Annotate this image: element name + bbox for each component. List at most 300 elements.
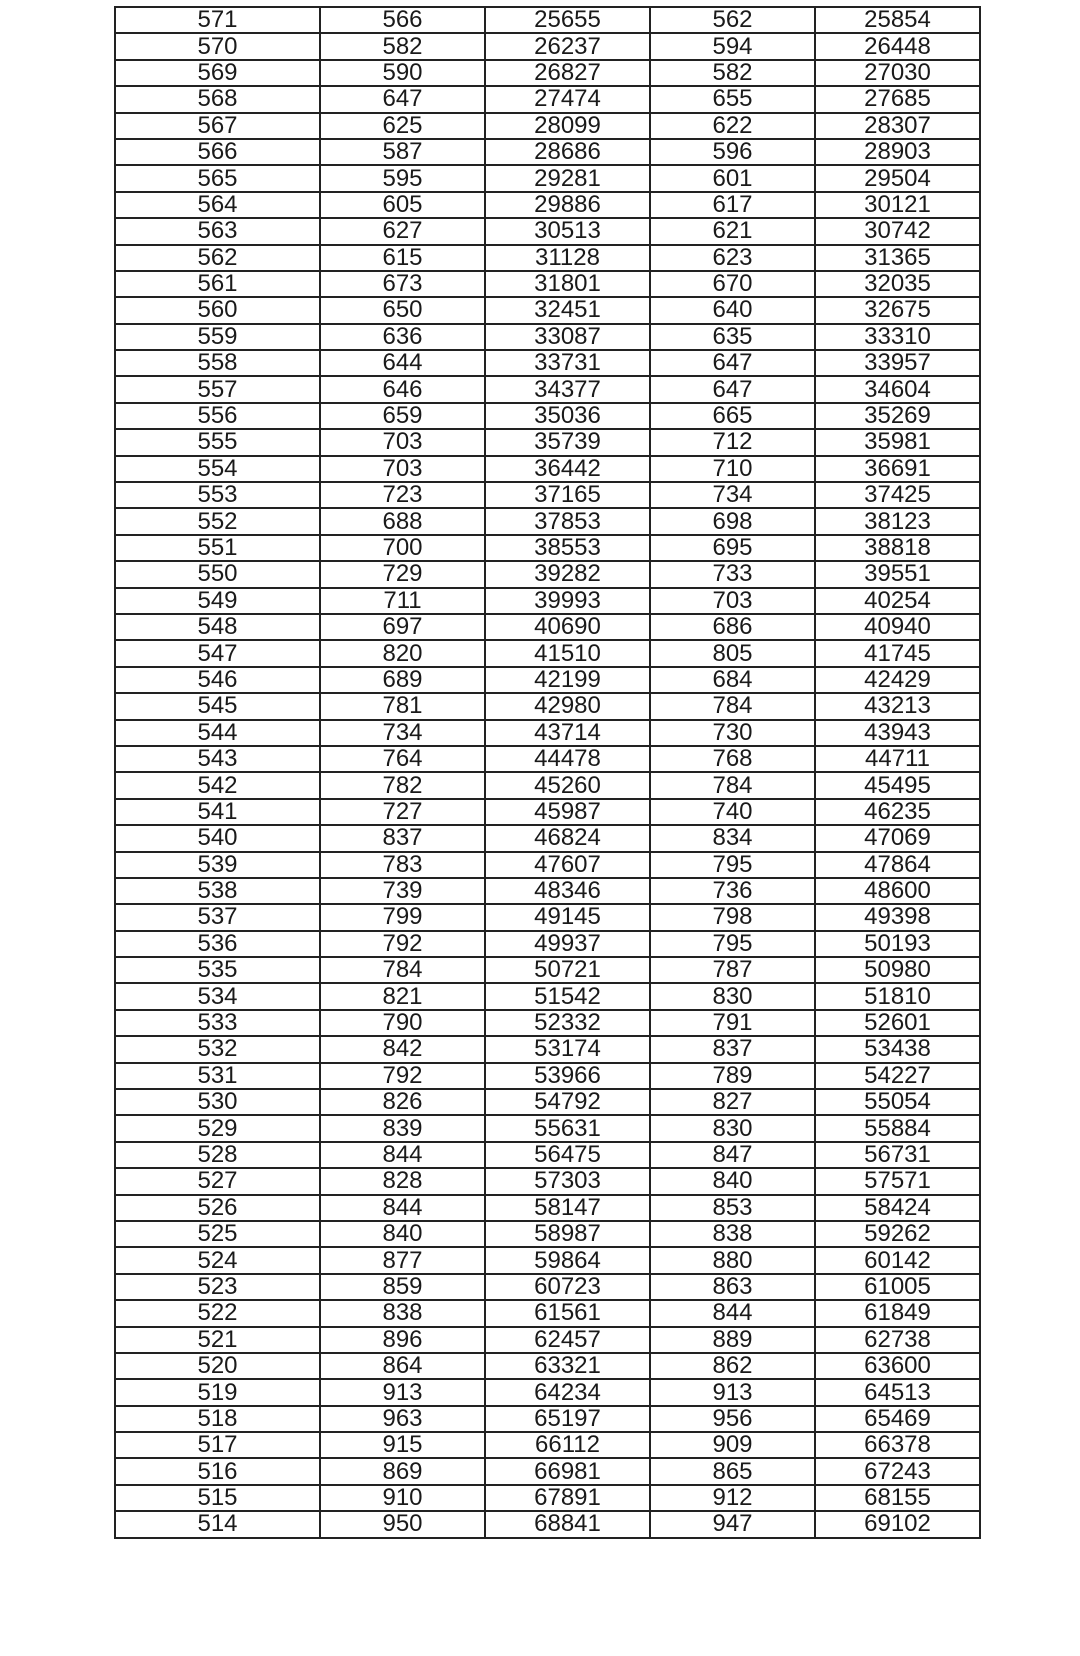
- count-b-cell: 698: [650, 508, 815, 534]
- cumulative-a-cell: 58147: [485, 1195, 650, 1221]
- cumulative-b-cell: 47864: [815, 852, 980, 878]
- score-cell: 534: [115, 983, 320, 1009]
- count-a-cell: 582: [320, 33, 485, 59]
- cumulative-a-cell: 40690: [485, 614, 650, 640]
- table-row: [115, 60, 980, 86]
- count-b-cell: 865: [650, 1458, 815, 1484]
- table-row: [115, 1115, 980, 1141]
- count-b-cell: 703: [650, 588, 815, 614]
- table-row: [115, 271, 980, 297]
- table-row: [115, 165, 980, 191]
- count-a-cell: 644: [320, 350, 485, 376]
- table-row: [115, 825, 980, 851]
- count-b-cell: 647: [650, 376, 815, 402]
- count-b-cell: 912: [650, 1485, 815, 1511]
- cumulative-a-cell: 32451: [485, 297, 650, 323]
- score-cell: 515: [115, 1485, 320, 1511]
- count-b-cell: 670: [650, 271, 815, 297]
- cumulative-b-cell: 52601: [815, 1010, 980, 1036]
- count-b-cell: 635: [650, 324, 815, 350]
- count-b-cell: 837: [650, 1036, 815, 1062]
- cumulative-a-cell: 50721: [485, 957, 650, 983]
- count-b-cell: 805: [650, 640, 815, 666]
- count-a-cell: 636: [320, 324, 485, 350]
- cumulative-a-cell: 65197: [485, 1406, 650, 1432]
- count-b-cell: 889: [650, 1327, 815, 1353]
- cumulative-b-cell: 49398: [815, 904, 980, 930]
- table-row: [115, 799, 980, 825]
- cumulative-b-cell: 55884: [815, 1115, 980, 1141]
- count-a-cell: 673: [320, 271, 485, 297]
- cumulative-a-cell: 48346: [485, 878, 650, 904]
- table-row: [115, 1406, 980, 1432]
- count-a-cell: 792: [320, 931, 485, 957]
- cumulative-b-cell: 33310: [815, 324, 980, 350]
- cumulative-b-cell: 61005: [815, 1274, 980, 1300]
- cumulative-b-cell: 28903: [815, 139, 980, 165]
- cumulative-b-cell: 54227: [815, 1063, 980, 1089]
- cumulative-b-cell: 63600: [815, 1353, 980, 1379]
- table-row: [115, 1458, 980, 1484]
- count-a-cell: 844: [320, 1195, 485, 1221]
- score-cell: 542: [115, 772, 320, 798]
- cumulative-b-cell: 50980: [815, 957, 980, 983]
- table-row: [115, 1274, 980, 1300]
- score-cell: 561: [115, 271, 320, 297]
- table-body: [115, 7, 980, 1538]
- score-cell: 533: [115, 1010, 320, 1036]
- score-cell: 556: [115, 403, 320, 429]
- score-cell: 522: [115, 1300, 320, 1326]
- cumulative-a-cell: 47607: [485, 852, 650, 878]
- count-a-cell: 697: [320, 614, 485, 640]
- count-b-cell: 863: [650, 1274, 815, 1300]
- cumulative-b-cell: 35269: [815, 403, 980, 429]
- count-b-cell: 838: [650, 1221, 815, 1247]
- cumulative-b-cell: 40254: [815, 588, 980, 614]
- cumulative-b-cell: 38123: [815, 508, 980, 534]
- cumulative-a-cell: 28099: [485, 113, 650, 139]
- score-cell: 549: [115, 588, 320, 614]
- cumulative-b-cell: 41745: [815, 640, 980, 666]
- score-cell: 528: [115, 1142, 320, 1168]
- score-cell: 562: [115, 245, 320, 271]
- count-a-cell: 688: [320, 508, 485, 534]
- count-a-cell: 659: [320, 403, 485, 429]
- count-b-cell: 684: [650, 667, 815, 693]
- table-row: [115, 1168, 980, 1194]
- table-row: [115, 1485, 980, 1511]
- cumulative-a-cell: 43714: [485, 720, 650, 746]
- count-b-cell: 853: [650, 1195, 815, 1221]
- table-row: [115, 614, 980, 640]
- cumulative-b-cell: 56731: [815, 1142, 980, 1168]
- count-a-cell: 739: [320, 878, 485, 904]
- score-cell: 558: [115, 350, 320, 376]
- cumulative-a-cell: 39993: [485, 588, 650, 614]
- cumulative-a-cell: 49937: [485, 931, 650, 957]
- cumulative-a-cell: 26827: [485, 60, 650, 86]
- score-cell: 570: [115, 33, 320, 59]
- table-row: [115, 693, 980, 719]
- score-cell: 516: [115, 1458, 320, 1484]
- cumulative-a-cell: 51542: [485, 983, 650, 1009]
- score-cell: 539: [115, 852, 320, 878]
- cumulative-b-cell: 43943: [815, 720, 980, 746]
- score-cell: 538: [115, 878, 320, 904]
- count-b-cell: 827: [650, 1089, 815, 1115]
- score-cell: 547: [115, 640, 320, 666]
- cumulative-b-cell: 36691: [815, 456, 980, 482]
- count-a-cell: 647: [320, 86, 485, 112]
- cumulative-a-cell: 45987: [485, 799, 650, 825]
- count-b-cell: 594: [650, 33, 815, 59]
- cumulative-a-cell: 33731: [485, 350, 650, 376]
- count-a-cell: 859: [320, 1274, 485, 1300]
- score-cell: 529: [115, 1115, 320, 1141]
- score-cell: 541: [115, 799, 320, 825]
- score-cell: 540: [115, 825, 320, 851]
- table-row: [115, 297, 980, 323]
- table-row: [115, 561, 980, 587]
- cumulative-a-cell: 36442: [485, 456, 650, 482]
- count-a-cell: 839: [320, 1115, 485, 1141]
- count-a-cell: 864: [320, 1353, 485, 1379]
- count-a-cell: 837: [320, 825, 485, 851]
- cumulative-b-cell: 25854: [815, 7, 980, 33]
- score-cell: 531: [115, 1063, 320, 1089]
- cumulative-b-cell: 67243: [815, 1458, 980, 1484]
- table-row: [115, 350, 980, 376]
- table-row: [115, 1063, 980, 1089]
- table-row: [115, 746, 980, 772]
- count-a-cell: 838: [320, 1300, 485, 1326]
- count-b-cell: 834: [650, 825, 815, 851]
- count-a-cell: 729: [320, 561, 485, 587]
- cumulative-b-cell: 48600: [815, 878, 980, 904]
- count-b-cell: 913: [650, 1379, 815, 1405]
- table-row: [115, 192, 980, 218]
- count-b-cell: 596: [650, 139, 815, 165]
- score-cell: 537: [115, 904, 320, 930]
- score-cell: 527: [115, 1168, 320, 1194]
- table-row: [115, 1511, 980, 1537]
- count-a-cell: 615: [320, 245, 485, 271]
- score-cell: 550: [115, 561, 320, 587]
- count-b-cell: 768: [650, 746, 815, 772]
- cumulative-a-cell: 37853: [485, 508, 650, 534]
- count-a-cell: 646: [320, 376, 485, 402]
- count-a-cell: 896: [320, 1327, 485, 1353]
- score-cell: 521: [115, 1327, 320, 1353]
- cumulative-a-cell: 42980: [485, 693, 650, 719]
- cumulative-a-cell: 30513: [485, 218, 650, 244]
- count-a-cell: 915: [320, 1432, 485, 1458]
- score-cell: 526: [115, 1195, 320, 1221]
- count-a-cell: 595: [320, 165, 485, 191]
- count-a-cell: 842: [320, 1036, 485, 1062]
- count-a-cell: 764: [320, 746, 485, 772]
- cumulative-b-cell: 26448: [815, 33, 980, 59]
- score-cell: 548: [115, 614, 320, 640]
- cumulative-b-cell: 28307: [815, 113, 980, 139]
- score-cell: 560: [115, 297, 320, 323]
- score-cell: 520: [115, 1353, 320, 1379]
- cumulative-b-cell: 57571: [815, 1168, 980, 1194]
- score-cell: 532: [115, 1036, 320, 1062]
- score-cell: 517: [115, 1432, 320, 1458]
- count-a-cell: 605: [320, 192, 485, 218]
- cumulative-a-cell: 66112: [485, 1432, 650, 1458]
- score-cell: 552: [115, 508, 320, 534]
- cumulative-b-cell: 60142: [815, 1247, 980, 1273]
- cumulative-a-cell: 38553: [485, 535, 650, 561]
- cumulative-a-cell: 61561: [485, 1300, 650, 1326]
- count-a-cell: 869: [320, 1458, 485, 1484]
- count-a-cell: 703: [320, 429, 485, 455]
- count-a-cell: 627: [320, 218, 485, 244]
- count-a-cell: 782: [320, 772, 485, 798]
- cumulative-a-cell: 37165: [485, 482, 650, 508]
- score-cell: 518: [115, 1406, 320, 1432]
- count-a-cell: 913: [320, 1379, 485, 1405]
- score-cell: 546: [115, 667, 320, 693]
- table-row: [115, 7, 980, 33]
- cumulative-b-cell: 62738: [815, 1327, 980, 1353]
- count-a-cell: 734: [320, 720, 485, 746]
- table-row: [115, 482, 980, 508]
- table-row: [115, 1300, 980, 1326]
- score-cell: 519: [115, 1379, 320, 1405]
- count-a-cell: 689: [320, 667, 485, 693]
- cumulative-a-cell: 64234: [485, 1379, 650, 1405]
- score-distribution-table: [114, 6, 981, 1539]
- cumulative-a-cell: 66981: [485, 1458, 650, 1484]
- count-b-cell: 622: [650, 113, 815, 139]
- table-row: [115, 1221, 980, 1247]
- count-a-cell: 792: [320, 1063, 485, 1089]
- count-a-cell: 566: [320, 7, 485, 33]
- count-b-cell: 830: [650, 983, 815, 1009]
- table-row: [115, 324, 980, 350]
- cumulative-a-cell: 41510: [485, 640, 650, 666]
- count-a-cell: 625: [320, 113, 485, 139]
- count-b-cell: 665: [650, 403, 815, 429]
- count-b-cell: 880: [650, 1247, 815, 1273]
- cumulative-b-cell: 47069: [815, 825, 980, 851]
- table-row: [115, 983, 980, 1009]
- score-cell: 545: [115, 693, 320, 719]
- table-row: [115, 376, 980, 402]
- count-a-cell: 840: [320, 1221, 485, 1247]
- cumulative-b-cell: 59262: [815, 1221, 980, 1247]
- count-a-cell: 723: [320, 482, 485, 508]
- cumulative-b-cell: 35981: [815, 429, 980, 455]
- table-row: [115, 1379, 980, 1405]
- count-a-cell: 590: [320, 60, 485, 86]
- count-b-cell: 791: [650, 1010, 815, 1036]
- score-cell: 551: [115, 535, 320, 561]
- cumulative-b-cell: 27685: [815, 86, 980, 112]
- cumulative-b-cell: 61849: [815, 1300, 980, 1326]
- score-cell: 555: [115, 429, 320, 455]
- count-b-cell: 640: [650, 297, 815, 323]
- cumulative-b-cell: 33957: [815, 350, 980, 376]
- cumulative-a-cell: 59864: [485, 1247, 650, 1273]
- count-a-cell: 703: [320, 456, 485, 482]
- table-row: [115, 1142, 980, 1168]
- cumulative-b-cell: 43213: [815, 693, 980, 719]
- cumulative-a-cell: 35739: [485, 429, 650, 455]
- cumulative-a-cell: 46824: [485, 825, 650, 851]
- cumulative-a-cell: 29281: [485, 165, 650, 191]
- count-b-cell: 784: [650, 693, 815, 719]
- count-a-cell: 826: [320, 1089, 485, 1115]
- count-a-cell: 711: [320, 588, 485, 614]
- count-b-cell: 947: [650, 1511, 815, 1537]
- count-b-cell: 621: [650, 218, 815, 244]
- table-row: [115, 772, 980, 798]
- table-row: [115, 508, 980, 534]
- cumulative-b-cell: 64513: [815, 1379, 980, 1405]
- count-b-cell: 712: [650, 429, 815, 455]
- cumulative-b-cell: 51810: [815, 983, 980, 1009]
- count-b-cell: 582: [650, 60, 815, 86]
- count-b-cell: 740: [650, 799, 815, 825]
- count-b-cell: 736: [650, 878, 815, 904]
- table-row: [115, 1195, 980, 1221]
- count-b-cell: 601: [650, 165, 815, 191]
- cumulative-b-cell: 32675: [815, 297, 980, 323]
- table-row: [115, 588, 980, 614]
- cumulative-a-cell: 31128: [485, 245, 650, 271]
- count-a-cell: 587: [320, 139, 485, 165]
- cumulative-b-cell: 38818: [815, 535, 980, 561]
- count-b-cell: 787: [650, 957, 815, 983]
- score-cell: 523: [115, 1274, 320, 1300]
- cumulative-b-cell: 32035: [815, 271, 980, 297]
- score-cell: 536: [115, 931, 320, 957]
- table-row: [115, 139, 980, 165]
- table-row: [115, 1247, 980, 1273]
- score-cell: 524: [115, 1247, 320, 1273]
- count-b-cell: 844: [650, 1300, 815, 1326]
- score-cell: 565: [115, 165, 320, 191]
- cumulative-a-cell: 60723: [485, 1274, 650, 1300]
- count-b-cell: 795: [650, 931, 815, 957]
- table-row: [115, 1353, 980, 1379]
- count-b-cell: 847: [650, 1142, 815, 1168]
- cumulative-a-cell: 44478: [485, 746, 650, 772]
- table-row: [115, 218, 980, 244]
- cumulative-b-cell: 27030: [815, 60, 980, 86]
- score-cell: 535: [115, 957, 320, 983]
- count-b-cell: 695: [650, 535, 815, 561]
- score-cell: 530: [115, 1089, 320, 1115]
- count-a-cell: 781: [320, 693, 485, 719]
- score-cell: 564: [115, 192, 320, 218]
- table-row: [115, 245, 980, 271]
- table-row: [115, 1089, 980, 1115]
- cumulative-b-cell: 50193: [815, 931, 980, 957]
- cumulative-a-cell: 54792: [485, 1089, 650, 1115]
- cumulative-b-cell: 65469: [815, 1406, 980, 1432]
- count-a-cell: 700: [320, 535, 485, 561]
- table-row: [115, 1432, 980, 1458]
- cumulative-a-cell: 42199: [485, 667, 650, 693]
- cumulative-a-cell: 67891: [485, 1485, 650, 1511]
- cumulative-b-cell: 46235: [815, 799, 980, 825]
- cumulative-b-cell: 31365: [815, 245, 980, 271]
- cumulative-a-cell: 62457: [485, 1327, 650, 1353]
- cumulative-a-cell: 53174: [485, 1036, 650, 1062]
- count-a-cell: 950: [320, 1511, 485, 1537]
- score-cell: 559: [115, 324, 320, 350]
- cumulative-a-cell: 68841: [485, 1511, 650, 1537]
- score-cell: 569: [115, 60, 320, 86]
- table-row: [115, 1010, 980, 1036]
- table-row: [115, 852, 980, 878]
- count-b-cell: 840: [650, 1168, 815, 1194]
- count-a-cell: 877: [320, 1247, 485, 1273]
- cumulative-b-cell: 44711: [815, 746, 980, 772]
- count-a-cell: 783: [320, 852, 485, 878]
- count-a-cell: 790: [320, 1010, 485, 1036]
- cumulative-a-cell: 53966: [485, 1063, 650, 1089]
- score-cell: 554: [115, 456, 320, 482]
- cumulative-b-cell: 34604: [815, 376, 980, 402]
- cumulative-b-cell: 30121: [815, 192, 980, 218]
- cumulative-b-cell: 55054: [815, 1089, 980, 1115]
- cumulative-a-cell: 52332: [485, 1010, 650, 1036]
- table-row: [115, 957, 980, 983]
- score-cell: 525: [115, 1221, 320, 1247]
- cumulative-a-cell: 35036: [485, 403, 650, 429]
- table-row: [115, 1327, 980, 1353]
- cumulative-b-cell: 66378: [815, 1432, 980, 1458]
- table-row: [115, 640, 980, 666]
- count-b-cell: 830: [650, 1115, 815, 1141]
- cumulative-a-cell: 58987: [485, 1221, 650, 1247]
- cumulative-a-cell: 29886: [485, 192, 650, 218]
- cumulative-b-cell: 40940: [815, 614, 980, 640]
- table-row: [115, 667, 980, 693]
- count-b-cell: 789: [650, 1063, 815, 1089]
- count-b-cell: 784: [650, 772, 815, 798]
- cumulative-a-cell: 31801: [485, 271, 650, 297]
- score-cell: 566: [115, 139, 320, 165]
- count-b-cell: 862: [650, 1353, 815, 1379]
- score-cell: 553: [115, 482, 320, 508]
- count-a-cell: 799: [320, 904, 485, 930]
- table-row: [115, 878, 980, 904]
- cumulative-a-cell: 45260: [485, 772, 650, 798]
- count-a-cell: 727: [320, 799, 485, 825]
- cumulative-a-cell: 25655: [485, 7, 650, 33]
- count-a-cell: 821: [320, 983, 485, 1009]
- cumulative-b-cell: 30742: [815, 218, 980, 244]
- cumulative-b-cell: 42429: [815, 667, 980, 693]
- count-a-cell: 650: [320, 297, 485, 323]
- count-a-cell: 844: [320, 1142, 485, 1168]
- cumulative-a-cell: 33087: [485, 324, 650, 350]
- count-a-cell: 828: [320, 1168, 485, 1194]
- table-row: [115, 113, 980, 139]
- cumulative-a-cell: 39282: [485, 561, 650, 587]
- table-row: [115, 403, 980, 429]
- count-b-cell: 798: [650, 904, 815, 930]
- cumulative-a-cell: 49145: [485, 904, 650, 930]
